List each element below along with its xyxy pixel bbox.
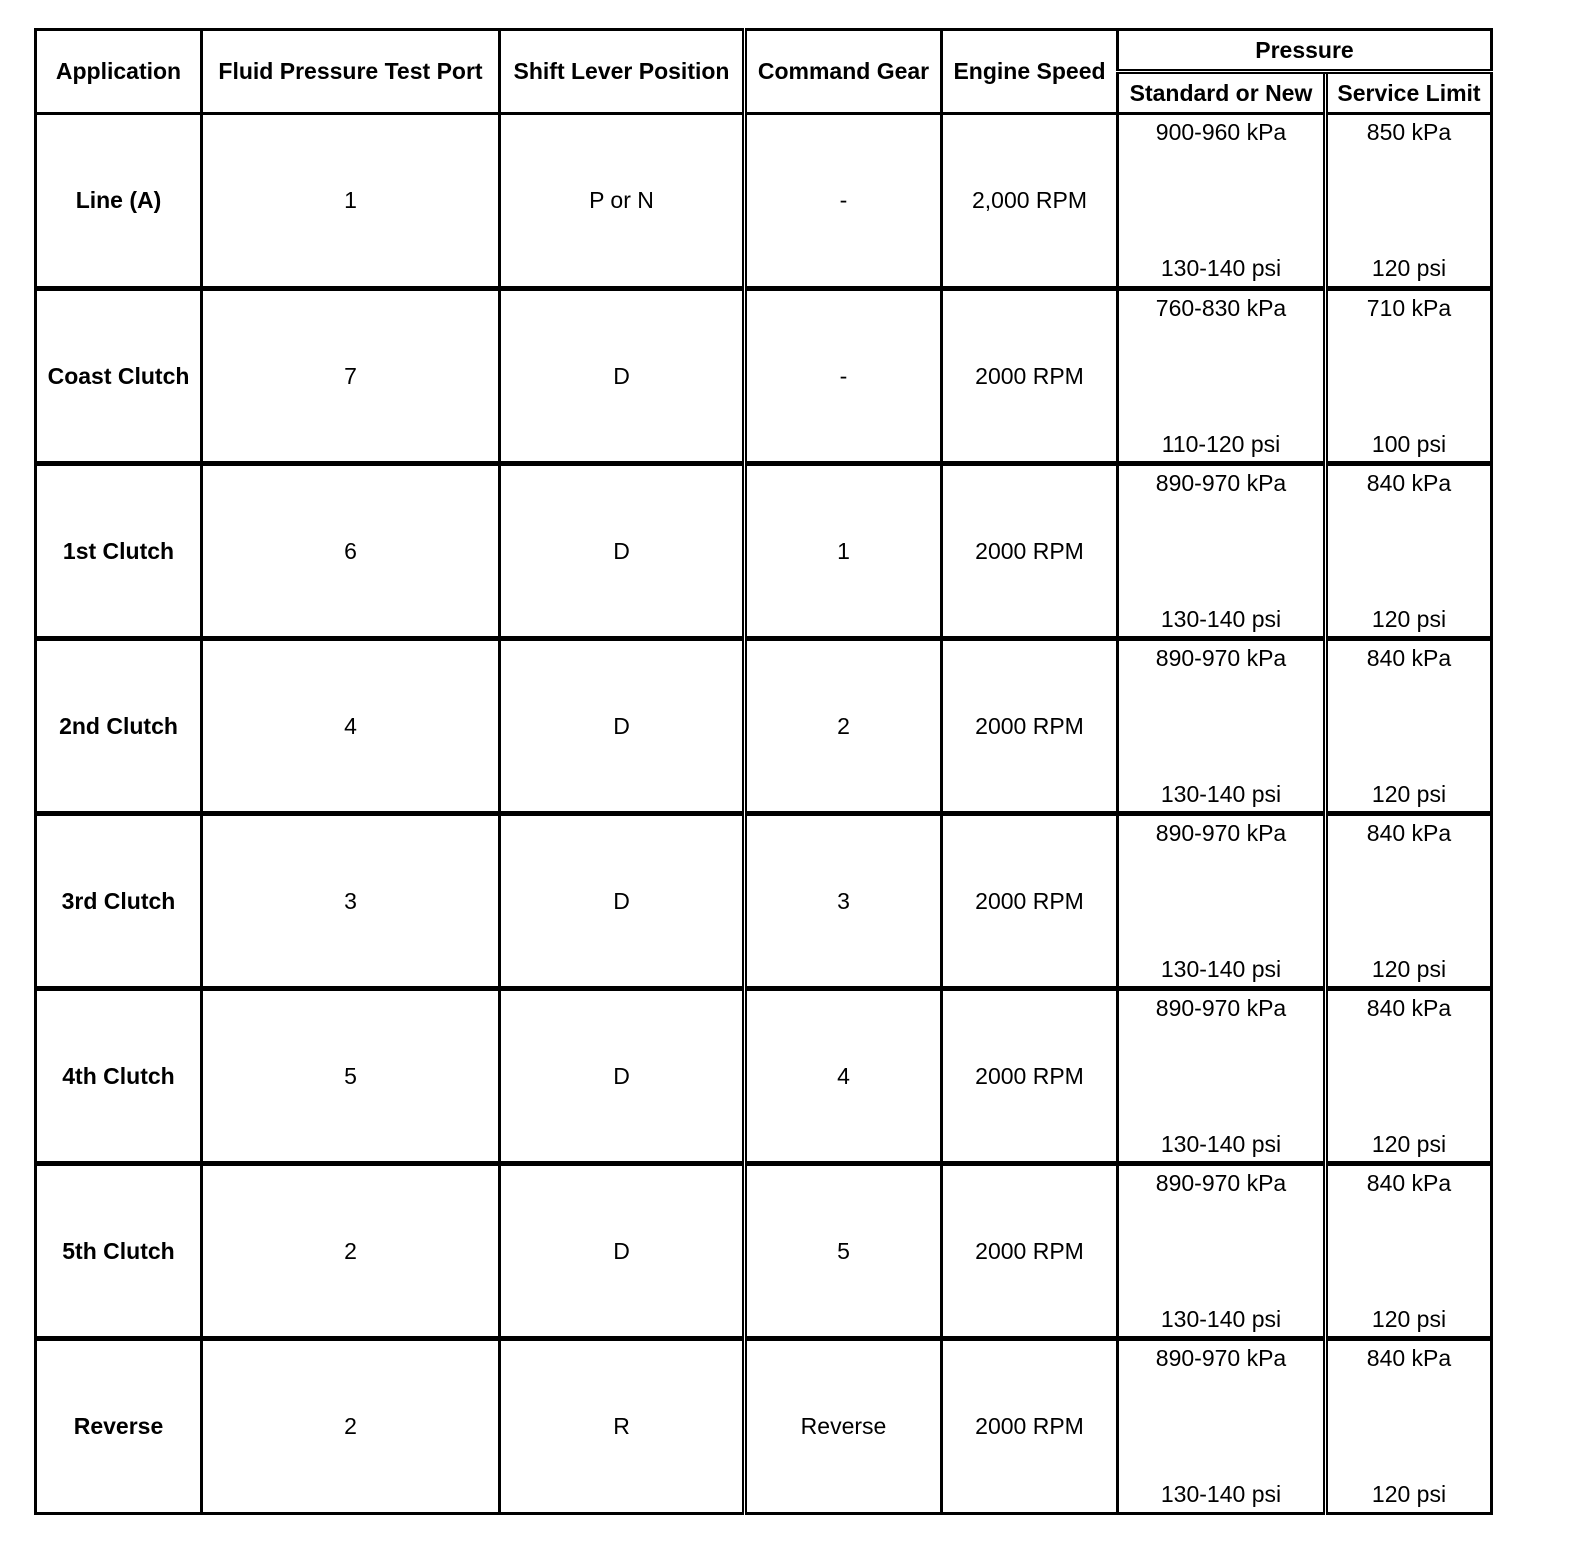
service-limit-cell-psi: 120 psi <box>1371 1306 1447 1332</box>
standard-pressure-cell <box>1118 814 1326 989</box>
standard-pressure-cell-psi: 130-140 psi <box>1160 606 1282 632</box>
test-port-cell: 2 <box>202 1339 500 1514</box>
application-cell: 5th Clutch <box>36 1164 202 1339</box>
command-gear-cell: 4 <box>745 989 942 1164</box>
service-limit-cell-psi: 100 psi <box>1371 431 1447 457</box>
header-command-gear: Command Gear <box>745 30 942 114</box>
table-row <box>36 814 1492 989</box>
header-standard: Standard or New <box>1118 72 1326 114</box>
application-cell: Reverse <box>36 1339 202 1514</box>
application-cell: 4th Clutch <box>36 989 202 1164</box>
standard-pressure-cell-psi: 130-140 psi <box>1160 1306 1282 1332</box>
pressure-spec-table <box>34 28 1493 1515</box>
application-cell: 3rd Clutch <box>36 814 202 989</box>
standard-pressure-cell <box>1118 1164 1326 1339</box>
service-limit-cell <box>1326 639 1492 814</box>
engine-speed-cell: 2000 RPM <box>942 989 1118 1164</box>
test-port-cell: 5 <box>202 989 500 1164</box>
service-limit-cell-kpa: 840 kPa <box>1366 1345 1452 1371</box>
header-engine-speed: Engine Speed <box>942 30 1118 114</box>
engine-speed-cell: 2000 RPM <box>942 814 1118 989</box>
shift-lever-cell: D <box>500 639 745 814</box>
shift-lever-cell: D <box>500 289 745 464</box>
table-body <box>36 114 1492 1514</box>
standard-pressure-cell-psi: 130-140 psi <box>1160 255 1282 281</box>
service-limit-cell-kpa: 840 kPa <box>1366 820 1452 846</box>
service-limit-cell-kpa: 840 kPa <box>1366 645 1452 671</box>
engine-speed-cell: 2,000 RPM <box>942 114 1118 289</box>
service-limit-cell <box>1326 464 1492 639</box>
test-port-cell: 3 <box>202 814 500 989</box>
test-port-cell: 6 <box>202 464 500 639</box>
standard-pressure-cell-psi: 130-140 psi <box>1160 1481 1282 1507</box>
service-limit-cell-kpa: 840 kPa <box>1366 995 1452 1021</box>
command-gear-cell: 1 <box>745 464 942 639</box>
standard-pressure-cell-kpa: 760-830 kPa <box>1155 295 1287 321</box>
table-row <box>36 989 1492 1164</box>
application-cell: 2nd Clutch <box>36 639 202 814</box>
table-row <box>36 1164 1492 1339</box>
shift-lever-cell: D <box>500 989 745 1164</box>
header-row <box>36 30 1492 72</box>
engine-speed-cell: 2000 RPM <box>942 464 1118 639</box>
service-limit-cell <box>1326 114 1492 289</box>
standard-pressure-cell <box>1118 114 1326 289</box>
command-gear-cell: - <box>745 289 942 464</box>
standard-pressure-cell-kpa: 890-970 kPa <box>1155 995 1287 1021</box>
shift-lever-cell: R <box>500 1339 745 1514</box>
header-shift-lever: Shift Lever Position <box>500 30 745 114</box>
service-limit-cell <box>1326 814 1492 989</box>
standard-pressure-cell <box>1118 1339 1326 1514</box>
standard-pressure-cell-kpa: 890-970 kPa <box>1155 820 1287 846</box>
standard-pressure-cell <box>1118 639 1326 814</box>
test-port-cell: 7 <box>202 289 500 464</box>
standard-pressure-cell <box>1118 464 1326 639</box>
engine-speed-cell: 2000 RPM <box>942 289 1118 464</box>
standard-pressure-cell-psi: 130-140 psi <box>1160 1131 1282 1157</box>
service-limit-cell-kpa: 850 kPa <box>1366 119 1452 145</box>
service-limit-cell-psi: 120 psi <box>1371 606 1447 632</box>
command-gear-cell: Reverse <box>745 1339 942 1514</box>
engine-speed-cell: 2000 RPM <box>942 1164 1118 1339</box>
header-pressure: Pressure <box>1118 30 1492 72</box>
service-limit-cell-psi: 120 psi <box>1371 255 1447 281</box>
table-row <box>36 464 1492 639</box>
service-limit-cell-kpa: 840 kPa <box>1366 470 1452 496</box>
service-limit-cell-kpa: 710 kPa <box>1366 295 1452 321</box>
header-service-limit: Service Limit <box>1326 72 1492 114</box>
standard-pressure-cell-psi: 130-140 psi <box>1160 781 1282 807</box>
standard-pressure-cell-kpa: 890-970 kPa <box>1155 1170 1287 1196</box>
service-limit-cell-psi: 120 psi <box>1371 1131 1447 1157</box>
standard-pressure-cell-kpa: 900-960 kPa <box>1155 119 1287 145</box>
test-port-cell: 4 <box>202 639 500 814</box>
shift-lever-cell: P or N <box>500 114 745 289</box>
engine-speed-cell: 2000 RPM <box>942 639 1118 814</box>
service-limit-cell-psi: 120 psi <box>1371 1481 1447 1507</box>
command-gear-cell: 3 <box>745 814 942 989</box>
service-limit-cell-kpa: 840 kPa <box>1366 1170 1452 1196</box>
service-limit-cell <box>1326 1339 1492 1514</box>
standard-pressure-cell-psi: 130-140 psi <box>1160 956 1282 982</box>
command-gear-cell: 2 <box>745 639 942 814</box>
application-cell: Coast Clutch <box>36 289 202 464</box>
test-port-cell: 1 <box>202 114 500 289</box>
engine-speed-cell: 2000 RPM <box>942 1339 1118 1514</box>
table-row <box>36 114 1492 289</box>
service-limit-cell <box>1326 289 1492 464</box>
standard-pressure-cell-kpa: 890-970 kPa <box>1155 645 1287 671</box>
command-gear-cell: 5 <box>745 1164 942 1339</box>
standard-pressure-cell <box>1118 289 1326 464</box>
standard-pressure-cell-psi: 110-120 psi <box>1161 431 1281 457</box>
shift-lever-cell: D <box>500 464 745 639</box>
test-port-cell: 2 <box>202 1164 500 1339</box>
service-limit-cell-psi: 120 psi <box>1371 956 1447 982</box>
service-limit-cell <box>1326 1164 1492 1339</box>
shift-lever-cell: D <box>500 1164 745 1339</box>
standard-pressure-cell-kpa: 890-970 kPa <box>1155 470 1287 496</box>
standard-pressure-cell-kpa: 890-970 kPa <box>1155 1345 1287 1371</box>
shift-lever-cell: D <box>500 814 745 989</box>
service-limit-cell-psi: 120 psi <box>1371 781 1447 807</box>
table-row <box>36 639 1492 814</box>
table-row <box>36 1339 1492 1514</box>
table-row <box>36 289 1492 464</box>
command-gear-cell: - <box>745 114 942 289</box>
standard-pressure-cell <box>1118 989 1326 1164</box>
service-limit-cell <box>1326 989 1492 1164</box>
application-cell: Line (A) <box>36 114 202 289</box>
application-cell: 1st Clutch <box>36 464 202 639</box>
header-application: Application <box>36 30 202 114</box>
header-test-port: Fluid Pressure Test Port <box>202 30 500 114</box>
